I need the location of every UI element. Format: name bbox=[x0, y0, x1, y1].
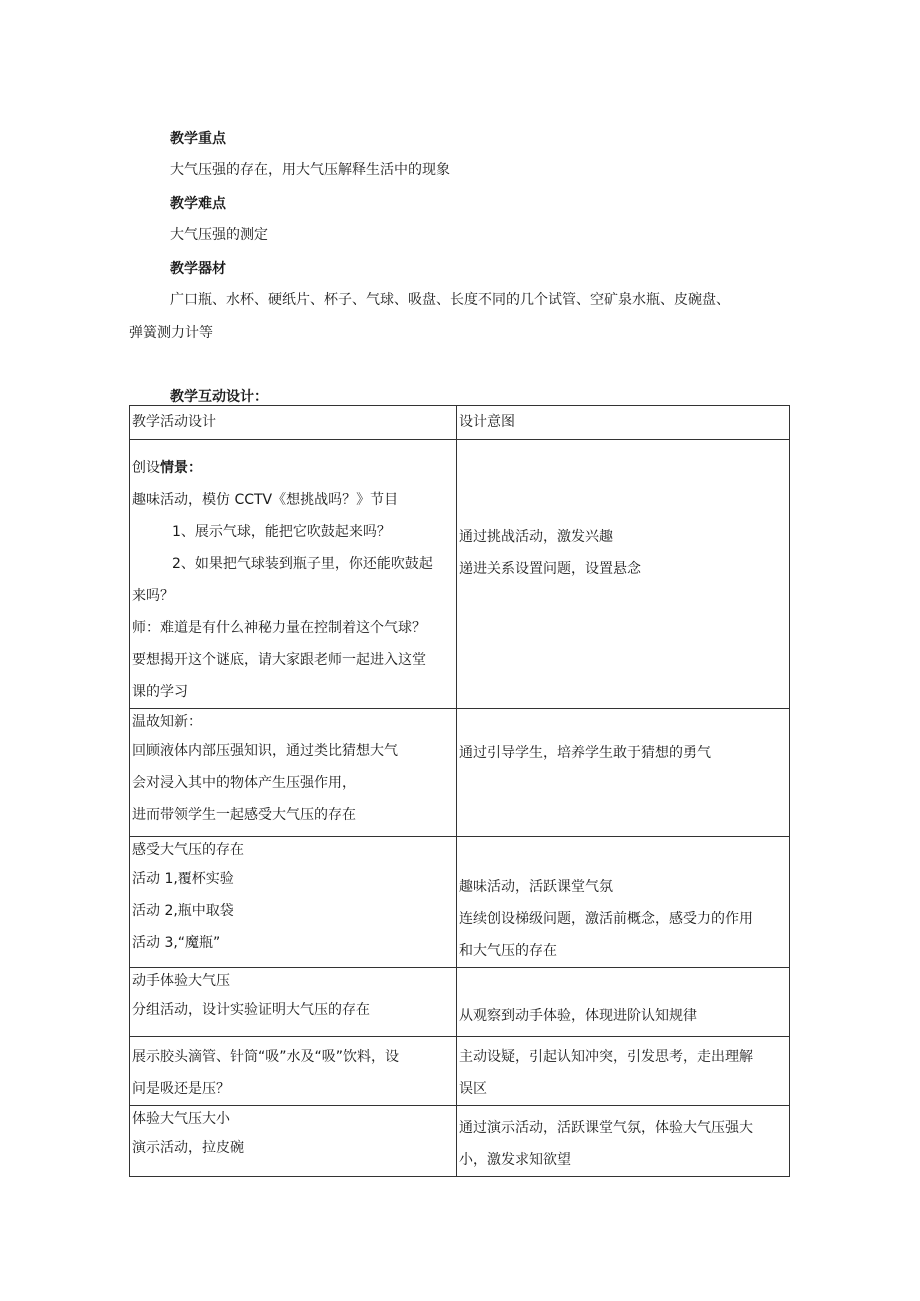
activity-line: 1、展示气球，能把它吹鼓起来吗？ bbox=[172, 524, 391, 540]
activity-line: 问是吸还是压？ bbox=[132, 1081, 230, 1097]
intent-cell bbox=[457, 709, 790, 837]
activity-line: 感受大气压的存在 bbox=[132, 842, 244, 858]
activity-cell bbox=[130, 968, 457, 1037]
activity-line: 演示活动，拉皮碗 bbox=[132, 1140, 244, 1156]
activity-cell bbox=[130, 1037, 457, 1106]
intent-line: 通过挑战活动，激发兴趣 bbox=[459, 529, 613, 545]
activity-line: 2、如果把气球装到瓶子里，你还能吹鼓起 bbox=[172, 556, 433, 572]
table-row bbox=[130, 837, 790, 968]
activity-cell bbox=[130, 709, 457, 837]
intent-cell bbox=[457, 440, 790, 709]
activity-line: 展示胶头滴管、针筒“吸”水及“吸”饮料，设 bbox=[132, 1049, 400, 1065]
activity-title bbox=[132, 452, 454, 484]
activity-cell bbox=[130, 440, 457, 709]
equipment-heading: 教学器材 bbox=[170, 261, 226, 277]
header-activity: 教学活动设计 bbox=[130, 406, 457, 440]
intent-cell bbox=[457, 1106, 790, 1177]
activity-line: 来吗？ bbox=[132, 588, 174, 604]
activity-line: 温故知新： bbox=[132, 714, 202, 730]
activity-line: 分组活动，设计实验证明大气压的存在 bbox=[132, 1002, 370, 1018]
key-points-text: 大气压强的存在，用大气压解释生活中的现象 bbox=[170, 162, 450, 178]
intent-line: 通过演示活动，活跃课堂气氛，体验大气压强大 bbox=[459, 1120, 753, 1136]
design-title: 教学互动设计： bbox=[170, 389, 268, 405]
difficulty-heading: 教学难点 bbox=[170, 196, 226, 212]
intent-cell bbox=[457, 837, 790, 968]
equipment-text-line2: 弹簧测力计等 bbox=[129, 325, 213, 341]
table-header-row bbox=[130, 406, 790, 440]
difficulty-text: 大气压强的测定 bbox=[170, 227, 268, 243]
activity-title-bold: 情景： bbox=[160, 460, 202, 476]
intent-line: 通过引导学生，培养学生敢于猜想的勇气 bbox=[459, 744, 711, 761]
table-row bbox=[130, 1037, 790, 1106]
activity-line: 活动 2,瓶中取袋 bbox=[132, 903, 234, 919]
intent-line: 递进关系设置问题，设置悬念 bbox=[459, 561, 641, 577]
intent-line: 主动设疑，引起认知冲突，引发思考，走出理解 bbox=[459, 1049, 753, 1065]
activity-line: 活动 1,覆杯实验 bbox=[132, 871, 234, 887]
equipment-text-line1: 广口瓶、水杯、硬纸片、杯子、气球、吸盘、长度不同的几个试管、空矿泉水瓶、皮碗盘、 bbox=[170, 292, 730, 308]
intent-line: 误区 bbox=[459, 1081, 487, 1097]
table-row bbox=[130, 440, 790, 709]
intent-line: 和大气压的存在 bbox=[459, 943, 557, 959]
intent-cell bbox=[457, 1037, 790, 1106]
activity-line: 师：难道是有什么神秘力量在控制着这个气球？ bbox=[132, 620, 426, 636]
activity-line: 要想揭开这个谜底，请大家跟老师一起进入这堂 bbox=[132, 652, 426, 668]
activity-line: 进而带领学生一起感受大气压的存在 bbox=[132, 807, 356, 823]
activity-line: 体验大气压大小 bbox=[132, 1111, 230, 1127]
activity-line: 趣味活动，模仿 CCTV《想挑战吗？》节目 bbox=[132, 492, 399, 508]
activity-line: 课的学习 bbox=[132, 684, 188, 700]
table-row bbox=[130, 709, 790, 837]
table-row bbox=[130, 1106, 790, 1177]
activity-line: 活动 3,“魔瓶” bbox=[132, 935, 221, 951]
activity-line: 动手体验大气压 bbox=[132, 973, 230, 989]
key-points-heading: 教学重点 bbox=[170, 131, 226, 147]
intent-line: 从观察到动手体验，体现进阶认知规律 bbox=[459, 1008, 697, 1024]
intent-line: 连续创设梯级问题，激活前概念，感受力的作用 bbox=[459, 911, 753, 927]
activity-line: 回顾液体内部压强知识，通过类比猜想大气 bbox=[132, 743, 398, 759]
activity-cell bbox=[130, 1106, 457, 1177]
activity-cell bbox=[130, 837, 457, 968]
intent-line: 趣味活动，活跃课堂气氛 bbox=[459, 879, 613, 895]
intent-line: 小，激发求知欲望 bbox=[459, 1152, 571, 1168]
intent-cell bbox=[457, 968, 790, 1037]
activity-line: 会对浸入其中的物体产生压强作用， bbox=[132, 775, 356, 791]
header-intent: 设计意图 bbox=[457, 406, 790, 440]
activity-title-prefix: 创设 bbox=[132, 460, 160, 476]
table-row bbox=[130, 968, 790, 1037]
interactive-design-table bbox=[129, 405, 790, 1177]
